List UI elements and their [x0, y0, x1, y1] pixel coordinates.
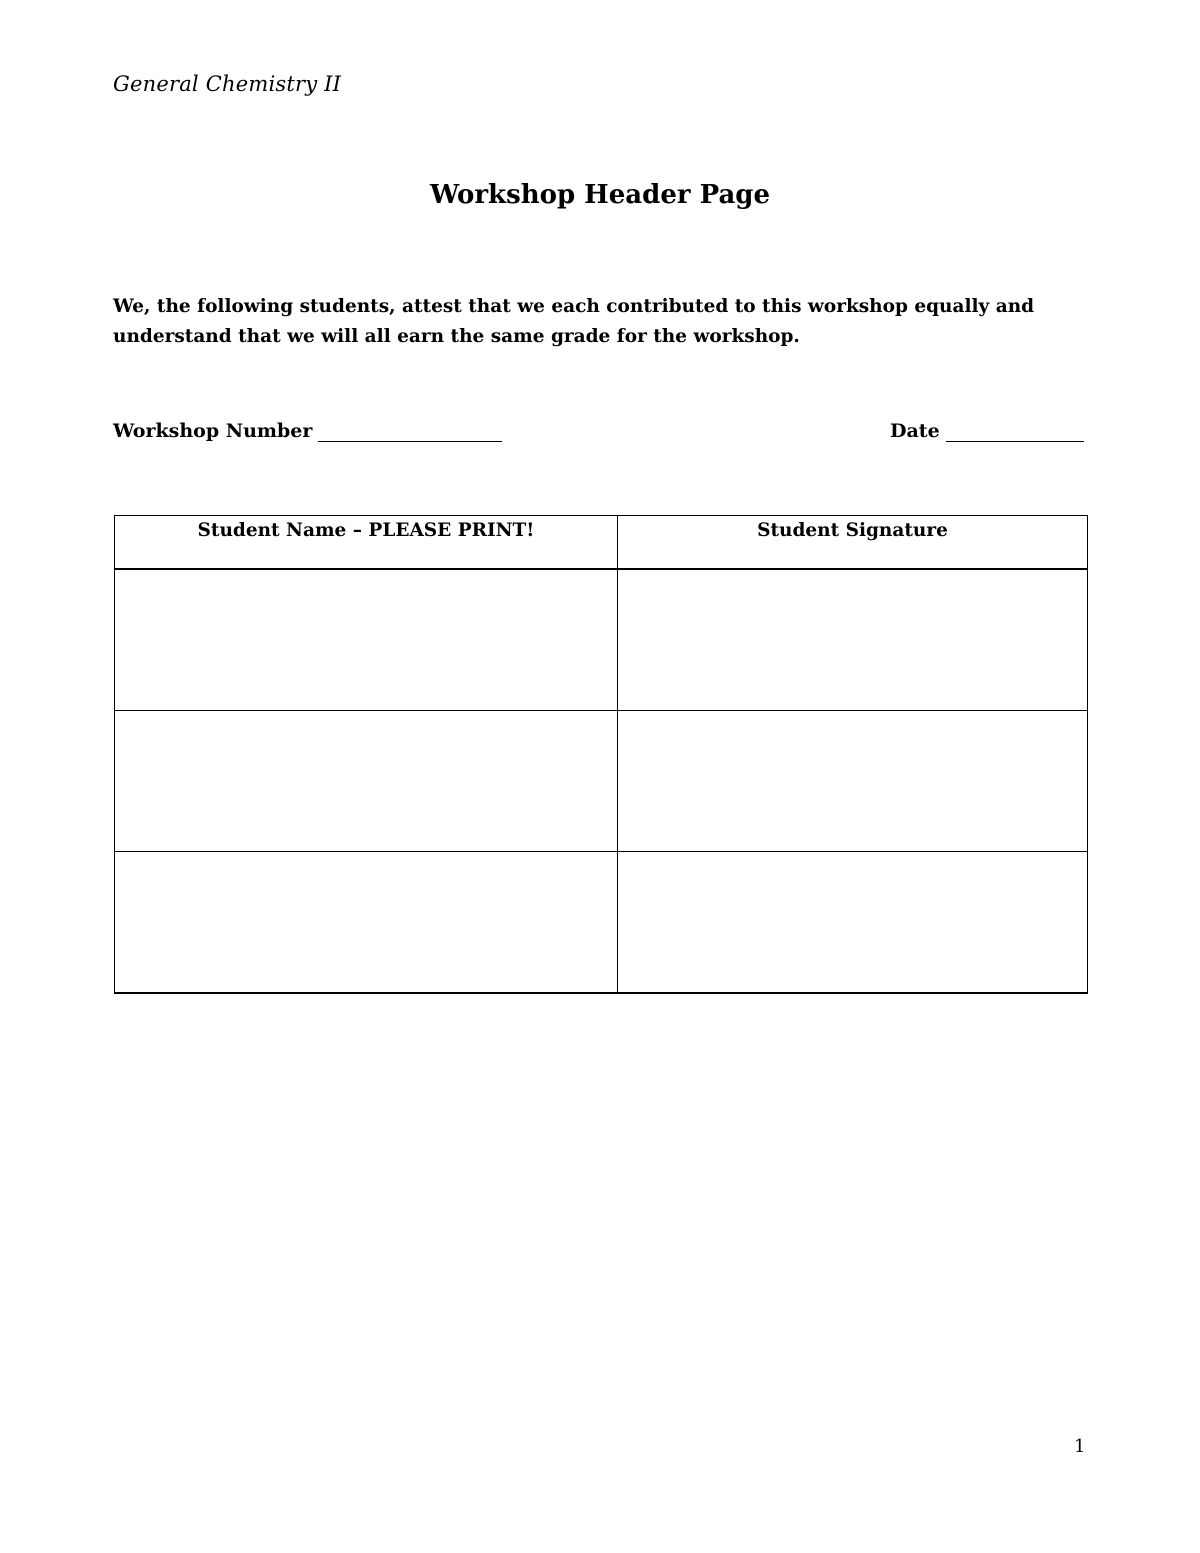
- page-number: 1: [1074, 1436, 1086, 1457]
- course-name: General Chemistry II: [113, 72, 342, 96]
- student-name-cell[interactable]: [115, 711, 618, 852]
- student-signature-cell[interactable]: [618, 711, 1088, 852]
- date-field[interactable]: [890, 420, 1084, 442]
- student-name-cell[interactable]: [115, 569, 618, 711]
- workshop-number-field[interactable]: [113, 420, 502, 442]
- column-header-student-signature: Student Signature: [618, 516, 1088, 570]
- attestation-statement: We, the following students, attest that we each contributed to this workshop equally and understand that we will all earn the same grade for the workshop.: [113, 296, 1035, 347]
- table-row: [115, 711, 1088, 852]
- page-title: Workshop Header Page: [429, 180, 771, 210]
- student-name-cell[interactable]: [115, 852, 618, 994]
- table-header-row: [115, 516, 1088, 570]
- table-row: [115, 569, 1088, 711]
- date-label: Date: [890, 420, 940, 442]
- workshop-number-blank[interactable]: [318, 423, 502, 442]
- date-blank[interactable]: [946, 423, 1084, 442]
- student-roster-table: [114, 515, 1088, 994]
- student-signature-cell[interactable]: [618, 569, 1088, 711]
- column-header-student-name: Student Name – PLEASE PRINT!: [115, 516, 618, 570]
- student-signature-cell[interactable]: [618, 852, 1088, 994]
- workshop-number-label: Workshop Number: [113, 420, 313, 442]
- table-row: [115, 852, 1088, 994]
